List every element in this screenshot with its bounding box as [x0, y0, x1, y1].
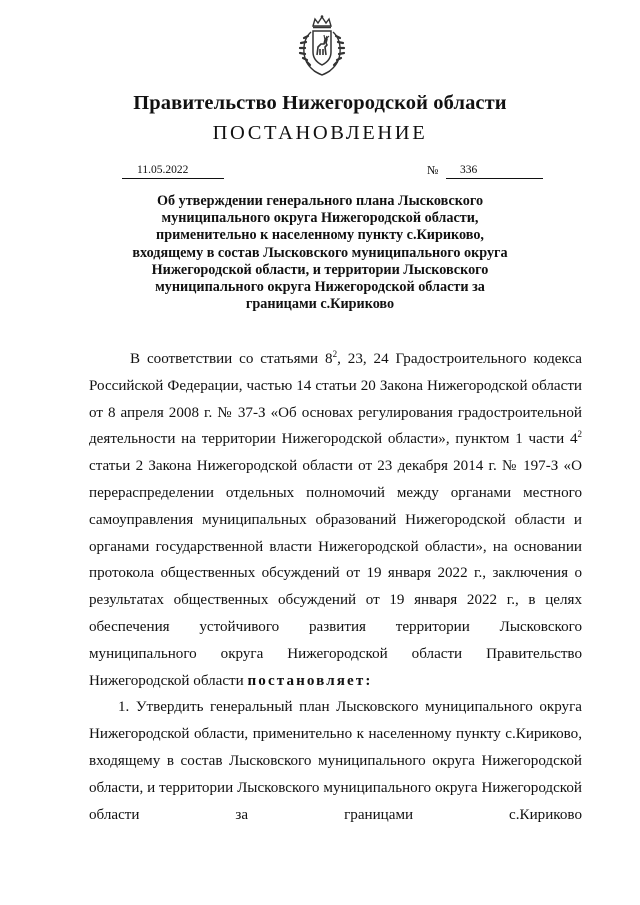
subject-line: границами с.Кириково — [245, 296, 395, 313]
subject-line: Нижегородской области, и территории Лысковского — [151, 261, 489, 278]
item-paragraph: 1. Утвердить генеральный план Лысковского муниципального округа Нижегородской области, применительно к населенному пункту с.Кириково, входящему в состав Лысковского муниципального округа Нижегородской области, и территории Лысковского муниципального округа Нижегородской области за границами с.Кириково — [89, 699, 582, 823]
number-label: № — [427, 163, 439, 177]
document-subject — [100, 193, 540, 313]
superscript: 2 — [577, 429, 582, 440]
subject-line: Об утверждении генерального плана Лысковского — [156, 193, 484, 209]
document-date: 11.05.2022 — [122, 163, 224, 179]
subject-line: применительно к населенному пункту с.Кириково, — [156, 227, 484, 244]
document-body — [89, 346, 582, 828]
document-number: 336 — [446, 163, 543, 179]
preamble-paragraph — [89, 346, 582, 694]
superscript: 2 — [332, 349, 338, 359]
subject-line: входящему в состав Лысковского муниципального округа — [132, 244, 508, 261]
preamble-text-part: статьи 2 Закона Нижегородской области от 23 декабря 2014 г. № 197-З «О перераспределении отдельных полномочий между органами местного самоуправления муниципальных образований Нижегородской области и органами государственной власти Нижегородской области», на основании протокола общественных обсуждений от 19 января 2022 г., заключения о результатах общественных обсуждений от 19 января 2022 г., в целях обеспечения устойчивого развития территории Лысковского муниципального округа Нижегородской области Правительство Нижегородской области — [89, 458, 582, 689]
subject-line: муниципального округа Нижегородской области за — [155, 279, 485, 296]
subject-line: муниципального округа Нижегородской области, — [161, 210, 479, 227]
document-type: ПОСТАНОВЛЕНИЕ — [212, 122, 428, 144]
resolves-word: постановляет: — [247, 672, 373, 689]
government-title: Правительство Нижегородской области — [133, 92, 507, 114]
coat-of-arms-icon — [297, 14, 347, 78]
preamble-text-part: В соответствии со статьями 8 — [130, 351, 333, 367]
preamble-text-part: , 23, 24 Градостроительного кодекса Российской Федерации, частью 14 статьи 20 Закона Нижегородской области от 8 апреля 2008 г. № 37-З «Об основах регулирования градостроительной деятельности на территории Нижегородской области», пунктом 1 части 4 — [89, 351, 582, 448]
